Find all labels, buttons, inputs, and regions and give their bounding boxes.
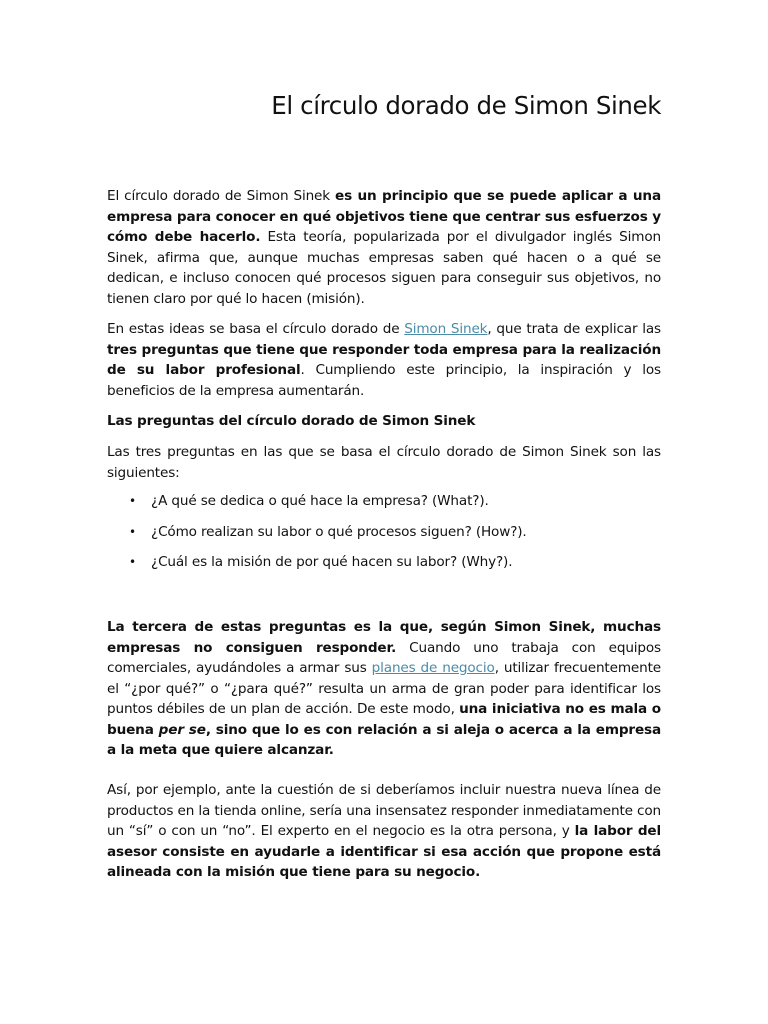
ideas-text-3: . Cumpliendo este principio, la inspiración y los beneficios de la empresa aumentarán. [107,362,661,399]
third-question-bold-3: , sino que lo es con relación a si aleja o acerca a la empresa a la meta que quiere alcanzar. [107,721,661,758]
ideas-text-2: , que trata de explicar las [487,321,661,337]
bullet-icon: • [129,555,136,569]
intro-text-1: El círculo dorado de Simon Sinek [107,188,336,204]
list-item-text: ¿Cuál es la misión de por qué hacen su labor? (Why?). [151,554,513,570]
intro-paragraph [107,186,661,309]
questions-intro-paragraph: Las tres preguntas en las que se basa el círculo dorado de Simon Sinek son las siguientes: [107,444,661,481]
third-question-text-1: Cuando uno trabaja con equipos comerciales, ayudándoles a armar sus [107,639,661,676]
ideas-text-1: En estas ideas se basa el círculo dorado de [107,321,405,337]
section-heading-text: Las preguntas del círculo dorado de Simon Sinek [107,413,476,429]
third-question-bold-2: una iniciativa no es mala o buena [107,701,661,738]
document-title: El círculo dorado de Simon Sinek [271,91,661,120]
questions-list [107,491,661,583]
example-bold-1: la labor del asesor consiste en ayudarle a identificar si esa acción que propone está alineada con la misión que tiene para su negocio. [107,823,661,880]
list-item-text: ¿A qué se dedica o qué hace la empresa? (What?). [151,493,489,509]
example-text-1: Así, por ejemplo, ante la cuestión de si deberíamos incluir nuestra nueva línea de productos en la tienda online, sería una insensatez responder inmediatamente con un “sí” o con un “no”. El experto en el negocio es la otra persona, y [107,782,661,839]
ideas-paragraph [107,319,661,401]
example-paragraph [107,780,661,883]
planes-de-negocio-link[interactable]: planes de negocio [371,660,495,676]
third-question-bold-italic: per se [158,721,206,738]
ideas-bold-1: tres preguntas que tiene que responder toda empresa para la realización de su labor profesional [107,341,661,378]
third-question-text-2: , utilizar frecuentemente el “¿por qué?” o “¿para qué?” resulta un arma de gran poder para identificar los puntos débiles de un plan de acción. De este modo, [107,660,661,717]
list-item [107,491,661,522]
intro-text-2: Esta teoría, popularizada por el divulgador inglés Simon Sinek, afirma que, aunque muchas empresas saben qué hacen o a qué se dedican, e incluso conocen qué procesos siguen para conseguir sus objetivos, no tienen claro por qué lo hacen (misión). [107,229,661,307]
third-question-paragraph [107,617,661,761]
bullet-icon: • [129,494,136,508]
bullet-icon: • [129,524,136,539]
intro-bold-1: es un principio que se puede aplicar a una empresa para conocer en qué objetivos tiene que centrar sus esfuerzos y cómo debe hacerlo. [107,188,661,245]
section-heading [107,411,661,432]
third-question-bold-1: La tercera de estas preguntas es la que, según Simon Sinek, muchas empresas no consiguen responder. [107,619,661,656]
list-item [107,522,661,553]
list-item-text: ¿Cómo realizan su labor o qué procesos siguen? (How?). [151,523,527,540]
simon-sinek-link[interactable]: Simon Sinek [404,321,488,337]
list-item [107,552,661,583]
